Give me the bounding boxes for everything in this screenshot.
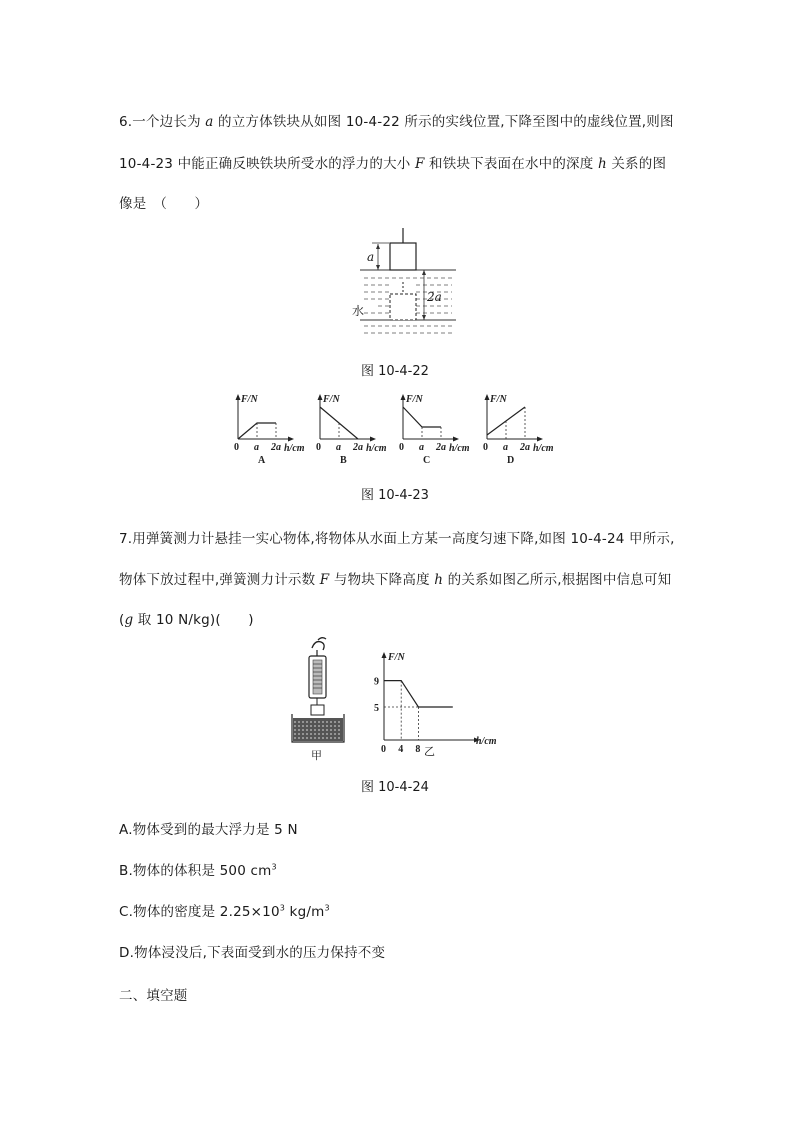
section-heading: 二、填空题 [119, 988, 188, 1004]
option-b[interactable]: B.物体的体积是 500 $cm^3$ [119, 862, 277, 879]
fig23-x-label: h/cm [366, 443, 387, 454]
fig23-y-label: F/N [406, 394, 423, 405]
fig23-tick-a: a [419, 442, 424, 453]
q6-line-2: 10-4-23 中能正确反映铁块所受水的浮力的大小 F 和铁块下表面在水中的深度 h 关系的图 [119, 156, 667, 172]
fig23-tick-a: a [503, 442, 508, 453]
fig23-x-label: h/cm [284, 443, 305, 454]
fig23-tick-0: 0 [483, 442, 488, 453]
fig23-tick-0: 0 [316, 442, 321, 453]
fig24-y-label: F/N [388, 652, 405, 663]
fig23-letter: D [507, 455, 515, 466]
fig23-tick-2a: 2a [436, 442, 446, 453]
fig24-y-arrow [382, 652, 387, 658]
fig23-tick-2a: 2a [271, 442, 281, 453]
fig24-x-tick-8: 8 [415, 744, 421, 755]
fig23-x-label: h/cm [449, 443, 470, 454]
fig22-label-a: a [367, 250, 375, 264]
fig24-y-tick-5: 5 [374, 703, 379, 714]
fig23-tick-0: 0 [399, 442, 404, 453]
fig24-x-tick-4: 4 [398, 744, 404, 755]
option-a[interactable]: A.物体受到的最大浮力是 5 N [119, 822, 298, 838]
q7-line-1: 7.用弹簧测力计悬挂一实心物体,将物体从水面上方某一高度匀速下降,如图 10-4-24 甲所示, [119, 531, 675, 547]
fig23-letter: A [258, 455, 266, 466]
fig23-y-label: F/N [323, 394, 340, 405]
fig24-y-tick-9: 9 [374, 676, 379, 688]
fig22-label-water: 水 [352, 304, 365, 318]
option-d[interactable]: D.物体浸没后,下表面受到水的压力保持不变 [119, 945, 386, 961]
fig24-label-yi: 乙 [424, 745, 435, 758]
fig23-tick-0: 0 [234, 442, 239, 453]
q6-line-3: 像是 （ ） [119, 196, 209, 212]
fig23-tick-a: a [336, 442, 341, 453]
fig23-caption: 图 10-4-23 [361, 488, 429, 503]
fig24-curve [384, 681, 453, 707]
fig22-label-2a: 2a [427, 290, 442, 304]
fig24-x-label: h/cm [476, 736, 497, 747]
fig24-caption: 图 10-4-24 [361, 780, 429, 795]
fig23-y-label: F/N [490, 394, 507, 405]
q6-line-1: 6.一个边长为 a 的立方体铁块从如图 10-4-22 所示的实线位置,下降至图中的虚线位置,则图 [119, 114, 674, 130]
q7-line-2: 物体下放过程中,弹簧测力计示数 F 与物块下降高度 h 的关系如图乙所示,根据图中信息可知 [119, 572, 672, 588]
fig22-caption: 图 10-4-22 [361, 364, 429, 379]
fig23-tick-2a: 2a [520, 442, 530, 453]
fig23-letter: C [423, 455, 431, 466]
fig23-tick-2a: 2a [353, 442, 363, 453]
fig23-y-label: F/N [241, 394, 258, 405]
fig24-x-tick-0: 0 [381, 744, 386, 755]
option-c[interactable]: C.物体的密度是 $2.25\times 10^3$ $kg/m^3$ [119, 903, 330, 920]
fig23-x-label: h/cm [533, 443, 554, 454]
fig23-letter: B [340, 455, 347, 466]
fig23-tick-a: a [254, 442, 259, 453]
fig24-label-jia: 甲 [311, 749, 322, 762]
q7-line-3: (g 取 10 N/kg)( ) [119, 612, 254, 628]
